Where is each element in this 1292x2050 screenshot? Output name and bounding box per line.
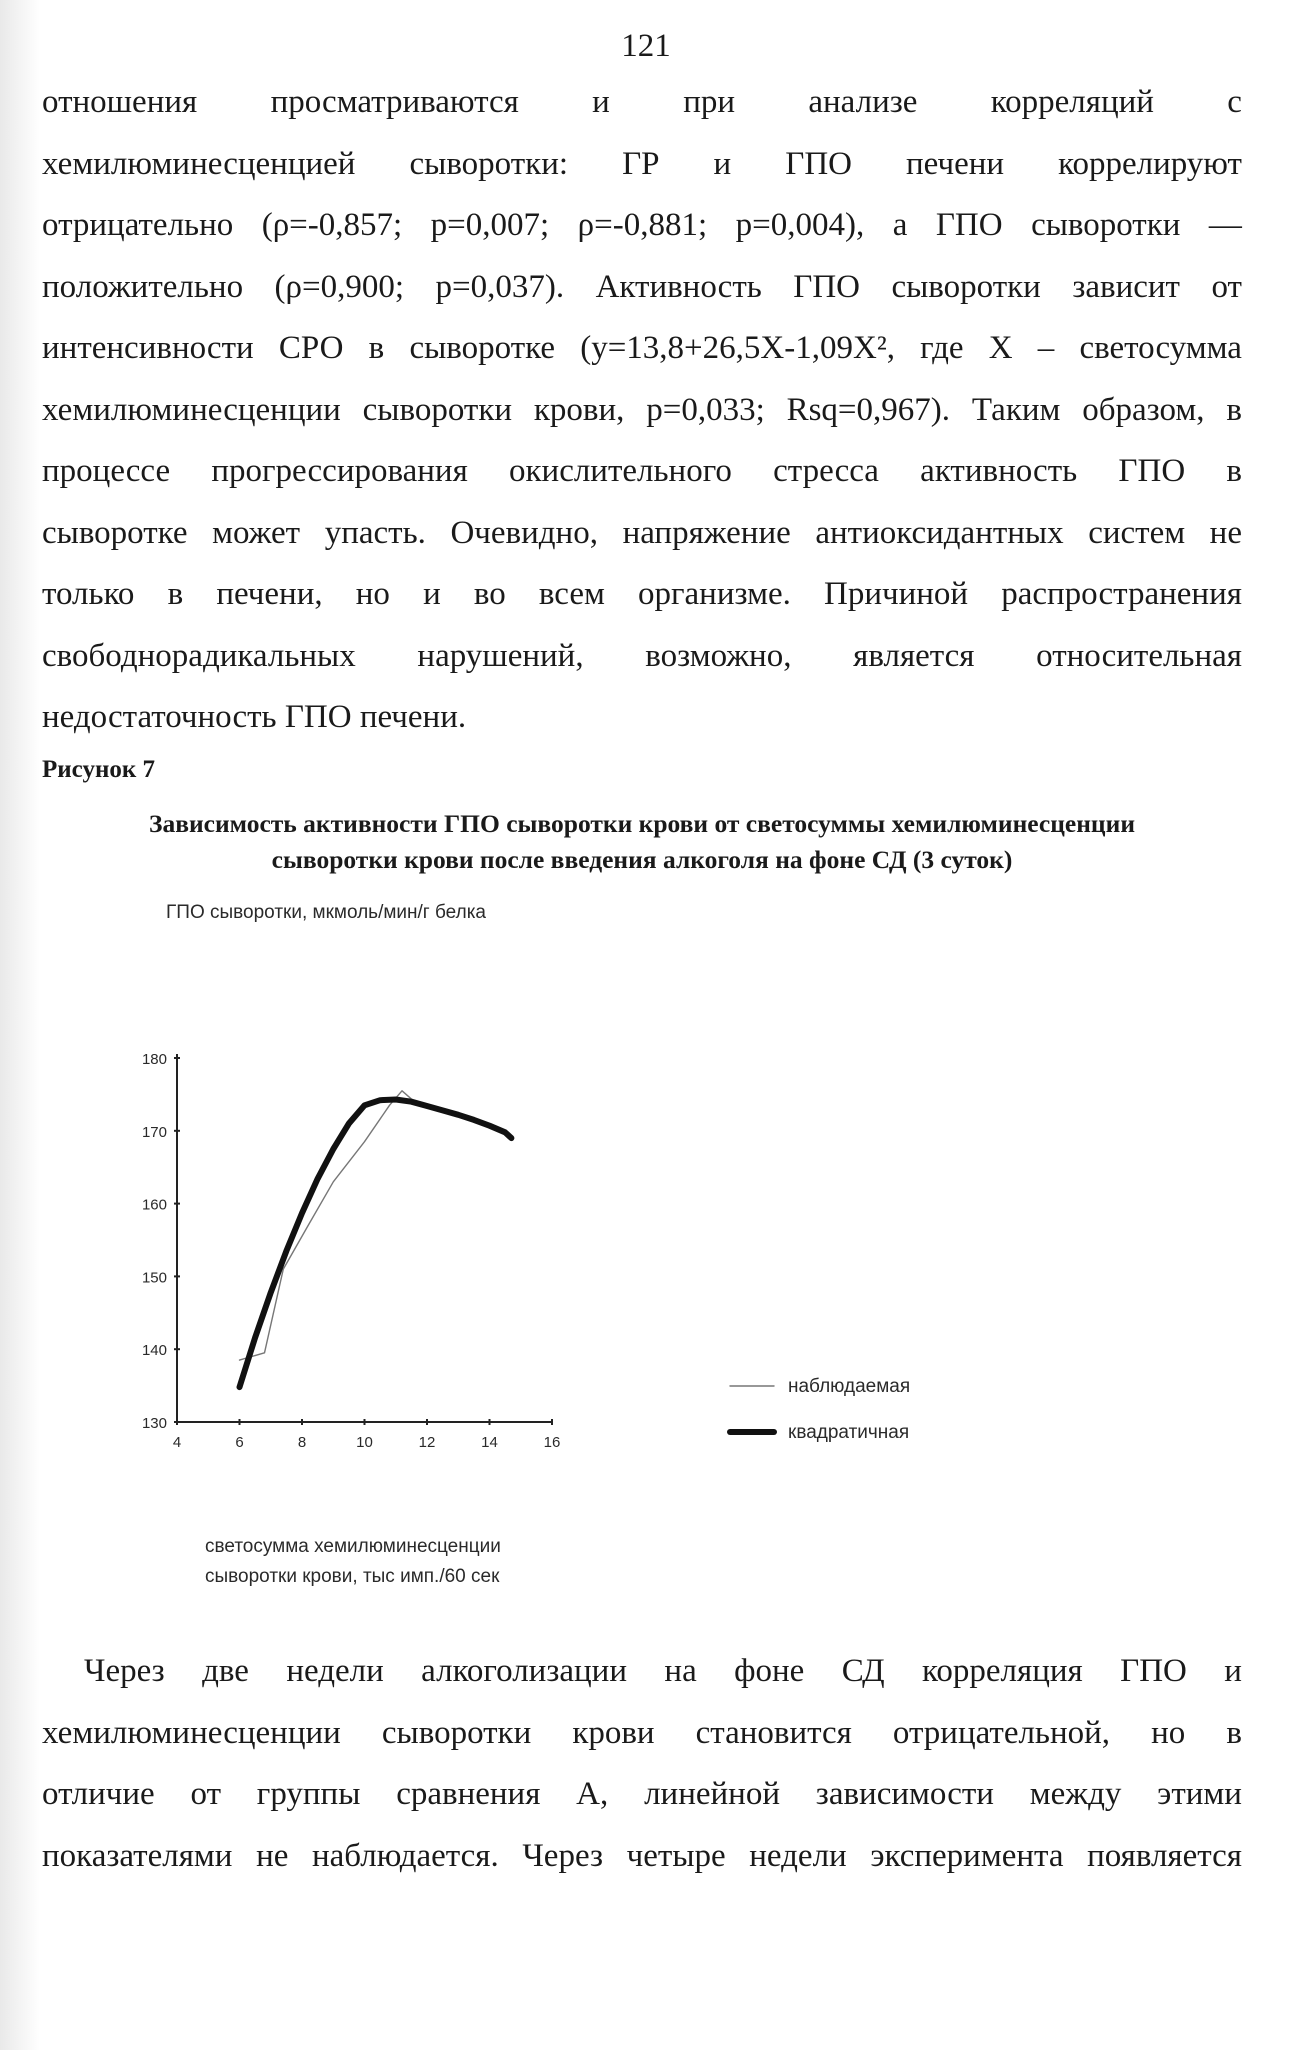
word: светосумма bbox=[1079, 330, 1242, 366]
word: p=0,033; bbox=[646, 391, 765, 428]
word: Активность bbox=[595, 268, 762, 305]
word: является bbox=[853, 637, 975, 674]
x-tick-label: 16 bbox=[543, 1434, 561, 1451]
word: недели bbox=[286, 1653, 384, 1689]
word: алкоголизации bbox=[421, 1653, 628, 1689]
word: просматриваются bbox=[270, 84, 519, 120]
word: ГПО bbox=[785, 145, 852, 182]
word: коррелируют bbox=[1058, 145, 1242, 182]
word: отрицательной, bbox=[892, 1714, 1111, 1751]
word: Таким bbox=[971, 391, 1061, 428]
word: группы bbox=[256, 1776, 361, 1812]
word: зависимости bbox=[815, 1776, 994, 1812]
word: корреляция bbox=[922, 1653, 1083, 1689]
x-axis-label-line-2: сыворотки крови, тыс имп./60 сек bbox=[205, 1566, 500, 1587]
text-line bbox=[42, 1826, 1242, 1888]
y-tick-label: 130 bbox=[141, 1415, 167, 1432]
word: появляется bbox=[1087, 1837, 1242, 1874]
series-group bbox=[240, 1091, 512, 1387]
text-line bbox=[42, 257, 1242, 319]
text-line bbox=[42, 318, 1242, 380]
word: (ρ=-0,857; bbox=[261, 207, 403, 243]
figure-title bbox=[42, 806, 1242, 878]
x-tick-label: 14 bbox=[481, 1434, 498, 1451]
word: наблюдается. bbox=[312, 1837, 499, 1874]
word: нарушений, bbox=[417, 637, 584, 674]
text-line bbox=[42, 1764, 1242, 1826]
word: становится bbox=[695, 1714, 852, 1751]
word: распространения bbox=[1001, 576, 1242, 612]
word: четыре bbox=[626, 1837, 726, 1874]
legend-label: квадратичная bbox=[788, 1422, 910, 1443]
word: только bbox=[42, 576, 135, 612]
word: ГР bbox=[622, 145, 660, 182]
word: и bbox=[713, 145, 732, 182]
word: в bbox=[368, 330, 385, 366]
figure-label: Рисунок 7 bbox=[42, 756, 156, 783]
word: на bbox=[664, 1653, 697, 1689]
x-tick-label: 8 bbox=[297, 1434, 307, 1451]
y-tick-label: 160 bbox=[141, 1196, 167, 1214]
word: окислительного bbox=[509, 453, 732, 489]
text-line bbox=[42, 626, 1242, 688]
axes bbox=[142, 1051, 560, 1451]
word: во bbox=[473, 576, 506, 612]
word: напряжение bbox=[622, 514, 791, 551]
word: сыворотки bbox=[381, 1714, 532, 1751]
word: и bbox=[1224, 1653, 1242, 1689]
word: сравнения bbox=[396, 1776, 541, 1812]
word: хемилюминесценции bbox=[42, 1714, 341, 1751]
word: процессе bbox=[42, 453, 171, 489]
word: Rsq=0,967). bbox=[786, 391, 951, 428]
word: в bbox=[1226, 1714, 1242, 1751]
word: и bbox=[592, 84, 610, 120]
text-line bbox=[42, 564, 1242, 626]
word: показателями bbox=[42, 1837, 233, 1874]
word: этими bbox=[1157, 1776, 1242, 1812]
word: эксперимента bbox=[870, 1837, 1064, 1874]
text-line bbox=[42, 1703, 1242, 1765]
text-line-last: недостаточность ГПО печени. bbox=[42, 699, 467, 735]
word: хемилюминесценцией bbox=[42, 145, 356, 182]
word: хемилюминесценции bbox=[42, 391, 341, 428]
word: — bbox=[1208, 207, 1242, 243]
word: не bbox=[1209, 514, 1242, 551]
word: (ρ=0,900; bbox=[274, 268, 405, 305]
x-axis-label-line-1: светосумма хемилюминесценции bbox=[205, 1536, 501, 1557]
word: в bbox=[1226, 453, 1242, 489]
word: крови, bbox=[533, 391, 625, 428]
word: при bbox=[683, 84, 736, 120]
x-tick-label: 4 bbox=[172, 1434, 182, 1451]
word: стресса bbox=[773, 453, 879, 489]
word: печени bbox=[906, 145, 1005, 182]
figure-title-line-2: сыворотки крови после введения алкоголя на фоне СД (3 суток) bbox=[271, 845, 1013, 874]
word: p=0,007; bbox=[430, 207, 550, 243]
word: СД bbox=[841, 1653, 885, 1689]
word: ГПО bbox=[935, 207, 1003, 243]
word: упасть. bbox=[324, 514, 426, 551]
y-tick-label: 170 bbox=[141, 1123, 167, 1141]
legend-label: наблюдаемая bbox=[788, 1376, 911, 1397]
text-line bbox=[42, 1641, 1242, 1703]
y-tick-label: 180 bbox=[141, 1051, 167, 1068]
word: положительно bbox=[42, 268, 244, 305]
word: интенсивности bbox=[42, 330, 254, 366]
word: корреляций bbox=[990, 84, 1154, 120]
word: где bbox=[920, 330, 964, 366]
word: ρ=-0,881; bbox=[577, 207, 708, 243]
page-number: 121 bbox=[621, 28, 671, 64]
word: ГПО bbox=[793, 268, 861, 305]
word: образом, bbox=[1082, 391, 1205, 428]
word: две bbox=[202, 1653, 249, 1689]
x-tick-label: 10 bbox=[356, 1434, 373, 1451]
word: систем bbox=[1088, 514, 1186, 551]
word: в bbox=[1226, 391, 1242, 428]
text-line bbox=[42, 72, 1242, 134]
chart bbox=[140, 890, 1020, 1610]
word: Очевидно, bbox=[450, 514, 598, 551]
paragraph-1 bbox=[42, 72, 1242, 749]
word: сыворотке bbox=[409, 330, 555, 366]
text-line bbox=[42, 503, 1242, 565]
word: линейной bbox=[644, 1776, 780, 1812]
word: – bbox=[1037, 330, 1055, 366]
word: от bbox=[1211, 268, 1242, 305]
word: не bbox=[256, 1837, 289, 1874]
word: сыворотке bbox=[42, 514, 188, 551]
word: X bbox=[988, 330, 1013, 366]
word: сыворотки bbox=[891, 268, 1041, 305]
word: СРО bbox=[278, 330, 344, 366]
word: анализе bbox=[808, 84, 918, 120]
word: отрицательно bbox=[42, 207, 234, 243]
word: (y=13,8+26,5X-1,09X², bbox=[580, 330, 895, 366]
word: зависит bbox=[1072, 268, 1180, 305]
word: активность bbox=[920, 453, 1078, 489]
x-tick-label: 12 bbox=[418, 1434, 436, 1451]
word: печени, bbox=[216, 576, 323, 612]
word: а bbox=[892, 207, 908, 243]
legend bbox=[730, 1376, 910, 1443]
paragraph-2 bbox=[42, 1641, 1242, 1887]
series-line-1 bbox=[240, 1100, 512, 1388]
word: антиоксидантных bbox=[815, 514, 1064, 551]
word: Через bbox=[522, 1837, 604, 1874]
word: А, bbox=[576, 1776, 609, 1812]
word: но bbox=[355, 576, 390, 612]
word: прогрессирования bbox=[211, 453, 468, 489]
word: крови bbox=[572, 1714, 655, 1751]
word: отличие bbox=[42, 1776, 155, 1812]
word: ГПО bbox=[1120, 1653, 1187, 1689]
word: сыворотки bbox=[362, 391, 513, 428]
word: возможно, bbox=[645, 637, 792, 674]
y-tick-label: 150 bbox=[141, 1269, 167, 1287]
word: фоне bbox=[734, 1653, 805, 1689]
word: отношения bbox=[42, 84, 198, 120]
word: и bbox=[423, 576, 441, 612]
word: свободнорадикальных bbox=[42, 637, 356, 674]
word: сыворотки bbox=[1031, 207, 1181, 243]
word: p=0,004), bbox=[735, 207, 865, 243]
word: в bbox=[167, 576, 184, 612]
word: между bbox=[1029, 1776, 1122, 1812]
word: ГПО bbox=[1118, 453, 1186, 489]
series-line-0 bbox=[240, 1091, 415, 1360]
word: но bbox=[1151, 1714, 1186, 1751]
word: может bbox=[212, 514, 301, 551]
x-tick-label: 6 bbox=[235, 1434, 244, 1451]
word: от bbox=[190, 1776, 221, 1812]
word: недели bbox=[749, 1837, 847, 1874]
word: сыворотки: bbox=[409, 145, 569, 182]
y-axis-label: ГПО сыворотки, мкмоль/мин/г белка bbox=[166, 902, 487, 923]
text-line bbox=[42, 441, 1242, 503]
text-line bbox=[42, 134, 1242, 196]
text-line bbox=[42, 195, 1242, 257]
word: всем bbox=[538, 576, 605, 612]
scan-shadow bbox=[0, 0, 40, 2050]
figure-title-line-1: Зависимость активности ГПО сыворотки крови от светосуммы хемилюминесценции bbox=[148, 809, 1136, 838]
word: организме. bbox=[638, 576, 791, 612]
word: относительная bbox=[1036, 637, 1242, 674]
word: p=0,037). bbox=[435, 268, 565, 305]
word: Через bbox=[84, 1653, 165, 1689]
word: с bbox=[1227, 84, 1242, 120]
y-tick-label: 140 bbox=[141, 1342, 167, 1360]
word: Причиной bbox=[824, 576, 969, 612]
text-line bbox=[42, 380, 1242, 442]
